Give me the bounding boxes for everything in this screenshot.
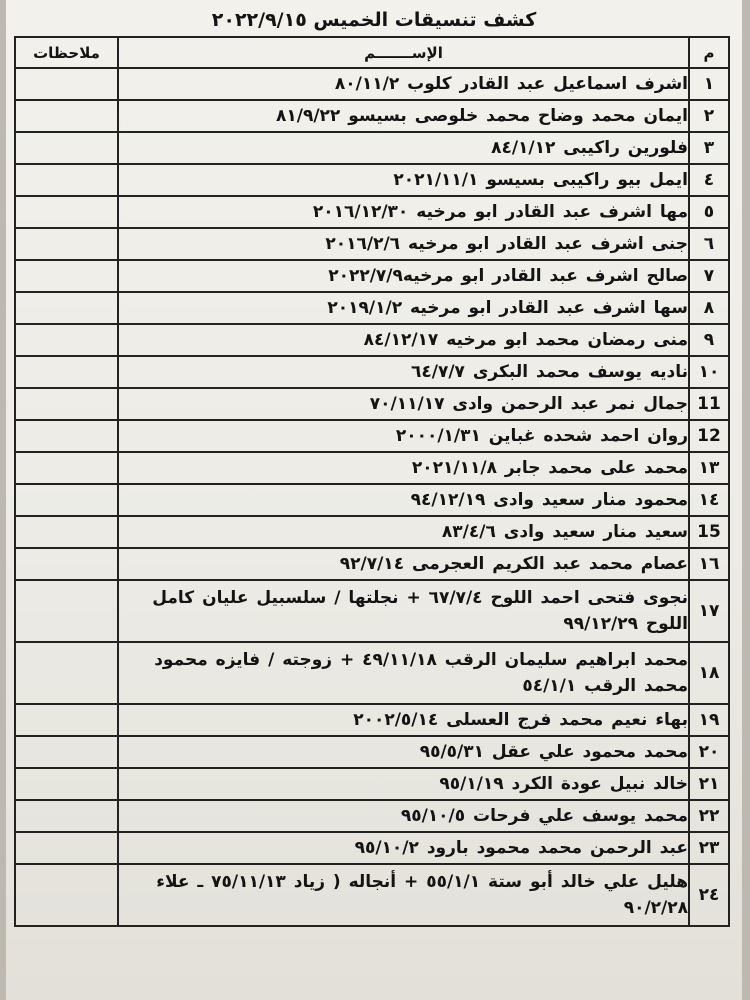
table-row [15,704,729,736]
row-number: ٣ [689,132,729,164]
table-row [15,768,729,800]
table-row [15,228,729,260]
table-row [15,356,729,388]
row-notes [15,800,118,832]
row-notes [15,324,118,356]
row-name: مها اشرف عبد القادر ابو مرخيه ٢٠١٦/١٢/٣٠ [118,196,689,228]
row-notes [15,196,118,228]
table-row [15,260,729,292]
row-number: ٤ [689,164,729,196]
row-number: ١٠ [689,356,729,388]
table-row [15,864,729,926]
row-notes [15,548,118,580]
table-row [15,548,729,580]
row-name: ايمان محمد وضاح محمد خلوصى بسيسو ٨١/٩/٢٢ [118,100,689,132]
row-name: خالد نبيل عودة الكرد ٩٥/١/١٩ [118,768,689,800]
row-notes [15,832,118,864]
row-name: هليل علي خالد أبو ستة ٥٥/١/١ + أنجاله ( زياد ٧٥/١١/١٣ ـ علاء ٩٠/٢/٢٨ [118,864,689,926]
row-name: ناديه يوسف محمد البكرى ٦٤/٧/٧ [118,356,689,388]
row-notes [15,228,118,260]
row-notes [15,864,118,926]
row-notes [15,768,118,800]
row-name: سعيد منار سعيد وادى ٨٣/٤/٦ [118,516,689,548]
header-name: الإســـــــم [118,37,689,68]
row-notes [15,388,118,420]
header-notes: ملاحظات [15,37,118,68]
row-number: 15 [689,516,729,548]
row-number: ٩ [689,324,729,356]
row-number: ١٩ [689,704,729,736]
row-notes [15,452,118,484]
table-row [15,580,729,642]
table-row [15,800,729,832]
row-name: محمد ابراهيم سليمان الرقب ٤٩/١١/١٨ + زوجته / فايزه محمود محمد الرقب ٥٤/١/١ [118,642,689,704]
document-title: كشف تنسيقات الخميس ٢٠٢٢/٩/١٥ [211,9,537,31]
row-number: ٢٤ [689,864,729,926]
row-name: جمال نمر عبد الرحمن وادى ٧٠/١١/١٧ [118,388,689,420]
row-number: ١ [689,68,729,100]
header-number: م [689,37,729,68]
row-number: ١٨ [689,642,729,704]
table-row [15,324,729,356]
table-row [15,388,729,420]
row-number: ١٧ [689,580,729,642]
row-name: صالح اشرف عبد القادر ابو مرخيه٢٠٢٢/٧/٩ [118,260,689,292]
table-row [15,132,729,164]
row-name: اشرف اسماعيل عبد القادر كلوب ٨٠/١١/٢ [118,68,689,100]
table-row [15,196,729,228]
row-name: جنى اشرف عبد القادر ابو مرخيه ٢٠١٦/٢/٦ [118,228,689,260]
row-number: ٧ [689,260,729,292]
table-row [15,832,729,864]
row-notes [15,164,118,196]
table-row [15,164,729,196]
row-notes [15,516,118,548]
row-name: محمد على محمد جابر ٢٠٢١/١١/٨ [118,452,689,484]
row-notes [15,580,118,642]
row-number: ١٤ [689,484,729,516]
row-notes [15,420,118,452]
row-name: محمد محمود علي عقل ٩٥/٥/٣١ [118,736,689,768]
table-row [15,100,729,132]
row-number: ٢٠ [689,736,729,768]
row-name: سها اشرف عبد القادر ابو مرخيه ٢٠١٩/١/٢ [118,292,689,324]
table-row [15,68,729,100]
table-row [15,736,729,768]
row-name: منى رمضان محمد ابو مرخيه ٨٤/١٢/١٧ [118,324,689,356]
row-name: عصام محمد عبد الكريم العجرمى ٩٢/٧/١٤ [118,548,689,580]
row-name: ايمل بيو راكيبى بسيسو ٢٠٢١/١١/١ [118,164,689,196]
table-row [15,452,729,484]
row-notes [15,484,118,516]
row-number: ٢٢ [689,800,729,832]
row-name: محمد يوسف علي فرحات ٩٥/١٠/٥ [118,800,689,832]
row-number: ٢١ [689,768,729,800]
row-number: ١٣ [689,452,729,484]
row-number: 11 [689,388,729,420]
row-notes [15,292,118,324]
names-table [14,36,730,927]
row-name: فلورين راكيبى ٨٤/١/١٢ [118,132,689,164]
table-row [15,484,729,516]
row-number: ١٦ [689,548,729,580]
row-notes [15,68,118,100]
row-notes [15,356,118,388]
row-notes [15,642,118,704]
row-name: بهاء نعيم محمد فرج العسلى ٢٠٠٢/٥/١٤ [118,704,689,736]
row-name: عبد الرحمن محمد محمود بارود ٩٥/١٠/٢ [118,832,689,864]
row-notes [15,704,118,736]
row-notes [15,260,118,292]
row-number: 12 [689,420,729,452]
row-notes [15,100,118,132]
table-row [15,420,729,452]
row-number: ٢ [689,100,729,132]
row-number: ٥ [689,196,729,228]
table-row [15,642,729,704]
row-notes [15,132,118,164]
document-page [6,0,742,1000]
row-notes [15,736,118,768]
row-name: محمود منار سعيد وادى ٩٤/١٢/١٩ [118,484,689,516]
table-header-row [15,37,729,68]
table-row [15,292,729,324]
row-number: ٢٣ [689,832,729,864]
row-name: نجوى فتحى احمد اللوح ٦٧/٧/٤ + نجلتها / سلسبيل عليان كامل اللوح ٩٩/١٢/٢٩ [118,580,689,642]
table-row [15,516,729,548]
row-number: ٦ [689,228,729,260]
row-name: روان احمد شحده غباين ٢٠٠٠/١/٣١ [118,420,689,452]
row-number: ٨ [689,292,729,324]
